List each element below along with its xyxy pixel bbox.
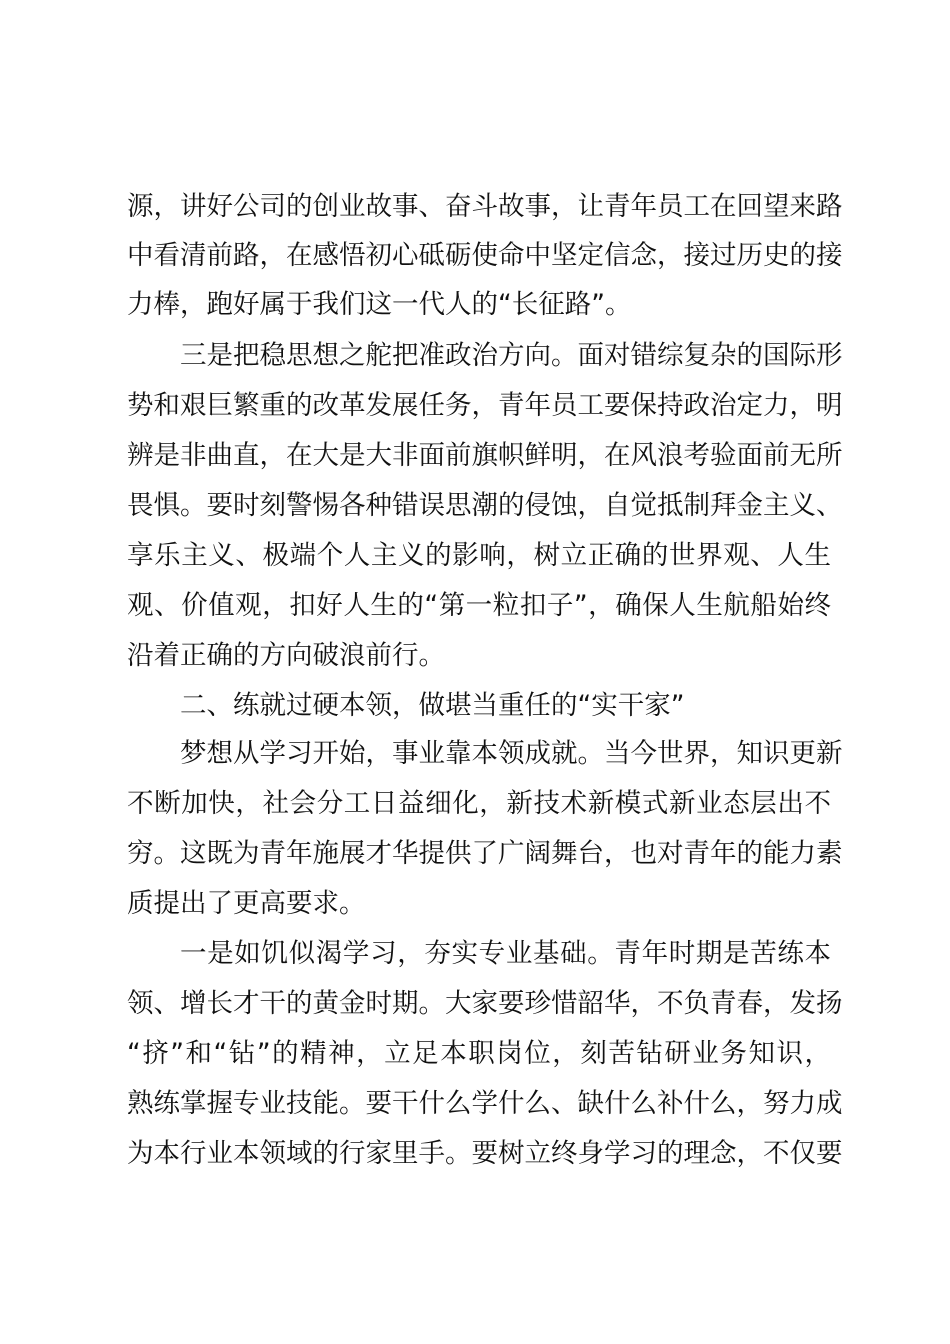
paragraph-line: 观、价值观，扣好人生的“第一粒扣子”，确保人生航船始终 [127,590,831,621]
paragraph-line: 中看清前路，在感悟初心砥砺使命中坚定信念，接过历史的接 [127,240,843,271]
paragraph-line: 穷。这既为青年施展才华提供了广阔舞台，也对青年的能力素 [127,838,843,869]
paragraph-line: 领、增长才干的黄金时期。大家要珍惜韶华，不负青春，发扬 [127,988,843,1019]
paragraph-line: 力棒，跑好属于我们这一代人的“长征路”。 [127,289,632,320]
paragraph-line: 为本行业本领域的行家里手。要树立终身学习的理念，不仅要 [127,1138,843,1169]
paragraph-line: 不断加快，社会分工日益细化，新技术新模式新业态层出不 [127,788,831,819]
paragraph-line: 一是如饥似渴学习，夯实专业基础。青年时期是苦练本 [180,938,831,969]
paragraph-line: 畏惧。要时刻警惕各种错误思潮的侵蚀，自觉抵制拜金主义、 [127,490,843,521]
paragraph-line: 源，讲好公司的创业故事、奋斗故事，让青年员工在回望来路 [127,191,843,222]
paragraph-line: 沿着正确的方向破浪前行。 [127,640,445,671]
paragraph-line: 梦想从学习开始，事业靠本领成就。当今世界，知识更新 [180,738,843,769]
section-heading: 二、练就过硬本领，做堪当重任的“实干家” [180,690,685,721]
paragraph-line: 熟练掌握专业技能。要干什么学什么、缺什么补什么，努力成 [127,1088,843,1119]
paragraph-line: 辨是非曲直，在大是大非面前旗帜鲜明，在风浪考验面前无所 [127,440,843,471]
paragraph-line: 质提出了更高要求。 [127,888,366,919]
paragraph-line: 享乐主义、极端个人主义的影响，树立正确的世界观、人生 [127,540,831,571]
paragraph-line: “挤”和“钻”的精神，立足本职岗位，刻苦钻研业务知识， [127,1038,831,1069]
paragraph-line: 势和艰巨繁重的改革发展任务，青年员工要保持政治定力，明 [127,390,843,421]
paragraph-line: 三是把稳思想之舵把准政治方向。面对错综复杂的国际形 [180,340,843,371]
